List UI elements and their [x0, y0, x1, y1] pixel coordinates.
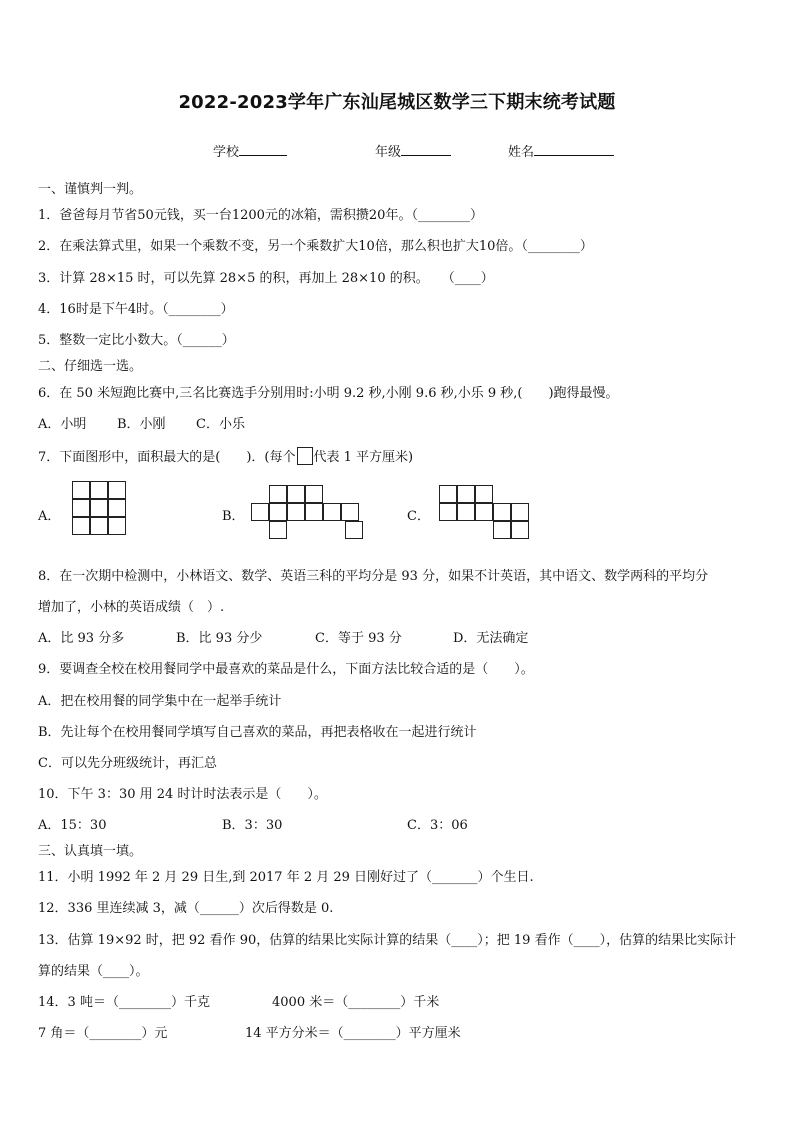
grid-cell — [72, 499, 90, 517]
grid-cell — [439, 485, 457, 503]
section-1-title: 一、谨慎判一判。 — [38, 182, 143, 197]
question-2: 2．在乘法算式里，如果一个乘数不变，另一个乘数扩大10倍，那么积也扩大10倍。（________） — [38, 239, 593, 254]
school-field — [213, 141, 287, 160]
question-4: 4．16时是下午4时。（________） — [38, 302, 234, 317]
section-3-title: 三、认真填一填。 — [38, 844, 143, 859]
question-10: 10．下午 3：30 用 24 时计时法表示是（ ）。 — [38, 787, 327, 802]
grid-cell — [457, 485, 475, 503]
grid-cell — [345, 521, 363, 539]
grid-cell — [475, 485, 493, 503]
grade-label: 年级 — [375, 145, 402, 160]
grid-cell — [511, 503, 529, 521]
question-13-line-1: 13．估算 19×92 时，把 92 看作 90，估算的结果比实际计算的结果（____）；把 19 看作（____），估算的结果比实际计 — [38, 933, 737, 948]
grid-cell — [341, 503, 359, 521]
grid-cell — [439, 503, 457, 521]
grid-cell — [305, 485, 323, 503]
question-8-line-1: 8．在一次期中检测中，小林语文、数学、英语三科的平均分是 93 分，如果不计英语，其中语文、数学两科的平均分 — [38, 569, 709, 584]
unit-square-icon — [297, 447, 313, 465]
grade-blank[interactable] — [401, 143, 451, 156]
grid-cell — [287, 503, 305, 521]
question-6: 6．在 50 米短跑比赛中,三名比赛选手分别用时:小明 9.2 秒,小刚 9.6 秒,小乐 9 秒,( )跑得最慢。 — [38, 386, 619, 401]
q8-option-a[interactable]: A．比 93 分多 — [38, 631, 125, 646]
grade-field — [375, 141, 451, 160]
grid-cell — [475, 503, 493, 521]
question-7 — [38, 447, 413, 466]
grid-cell — [269, 503, 287, 521]
q6-option-a[interactable]: A．小明 — [38, 417, 87, 432]
grid-cell — [287, 485, 305, 503]
name-blank[interactable] — [534, 143, 614, 156]
grid-cell — [90, 481, 108, 499]
q9-option-a[interactable]: A．把在校用餐的同学集中在一起举手统计 — [38, 694, 282, 709]
grid-cell — [108, 517, 126, 535]
question-12: 12．336 里连续减 3，减（______）次后得数是 0. — [38, 901, 334, 916]
q7-prefix: 7．下面图形中，面积最大的是( )．(每个 — [38, 450, 296, 465]
page-title: 2022-2023学年广东汕尾城区数学三下期末统考试题 — [178, 92, 616, 113]
grid-cell — [493, 521, 511, 539]
grid-cell — [323, 503, 341, 521]
q7-label-c[interactable]: C． — [407, 509, 430, 524]
name-label: 姓名 — [508, 145, 535, 160]
grid-cell — [251, 503, 269, 521]
q8-option-d[interactable]: D．无法确定 — [453, 631, 529, 646]
question-1: 1．爸爸每月节省50元钱，买一台1200元的冰箱，需积攒20年。（________） — [38, 208, 483, 223]
grid-cell — [72, 517, 90, 535]
section-2-title: 二、仔细选一选。 — [38, 359, 143, 374]
question-11: 11．小明 1992 年 2 月 29 日生,到 2017 年 2 月 29 日刚好过了（_______）个生日. — [38, 870, 534, 885]
question-14-d: 14 平方分米＝（________）平方厘米 — [245, 1026, 461, 1041]
name-field — [508, 141, 614, 160]
q6-option-c[interactable]: C．小乐 — [196, 417, 245, 432]
grid-cell — [90, 499, 108, 517]
grid-cell — [269, 521, 287, 539]
question-13-line-2: 算的结果（____）。 — [38, 964, 149, 979]
question-5: 5．整数一定比小数大。（______） — [38, 333, 235, 348]
grid-cell — [493, 503, 511, 521]
q10-option-b[interactable]: B．3：30 — [222, 818, 283, 833]
school-label: 学校 — [213, 145, 240, 160]
question-14-a: 14．3 吨＝（________）千克 — [38, 995, 210, 1010]
grid-cell — [511, 521, 529, 539]
question-14-b: 4000 米＝（________）千米 — [272, 995, 440, 1010]
q9-option-c[interactable]: C．可以先分班级统计，再汇总 — [38, 756, 217, 771]
question-14-c: 7 角＝（________）元 — [38, 1026, 168, 1041]
q7-label-b[interactable]: B． — [222, 509, 245, 524]
question-8-line-2: 增加了，小林的英语成绩（ ）. — [38, 600, 225, 615]
school-blank[interactable] — [239, 143, 287, 156]
q6-option-b[interactable]: B．小刚 — [117, 417, 166, 432]
q10-option-c[interactable]: C．3：06 — [407, 818, 468, 833]
q9-option-b[interactable]: B．先让每个在校用餐同学填写自己喜欢的菜品，再把表格收在一起进行统计 — [38, 725, 477, 740]
grid-cell — [269, 485, 287, 503]
question-3: 3．计算 28×15 时，可以先算 28×5 的积，再加上 28×10 的积。 （____） — [38, 271, 494, 286]
grid-cell — [457, 503, 475, 521]
q8-option-b[interactable]: B．比 93 分少 — [176, 631, 263, 646]
grid-cell — [72, 481, 90, 499]
grid-cell — [108, 499, 126, 517]
question-9: 9．要调查全校在校用餐同学中最喜欢的菜品是什么，下面方法比较合适的是（ ）。 — [38, 662, 534, 677]
grid-cell — [108, 481, 126, 499]
q10-option-a[interactable]: A．15：30 — [38, 818, 107, 833]
q7-label-a[interactable]: A． — [38, 509, 61, 524]
grid-cell — [90, 517, 108, 535]
grid-cell — [305, 503, 323, 521]
q7-suffix: 代表 1 平方厘米) — [313, 450, 414, 465]
q8-option-c[interactable]: C．等于 93 分 — [315, 631, 402, 646]
